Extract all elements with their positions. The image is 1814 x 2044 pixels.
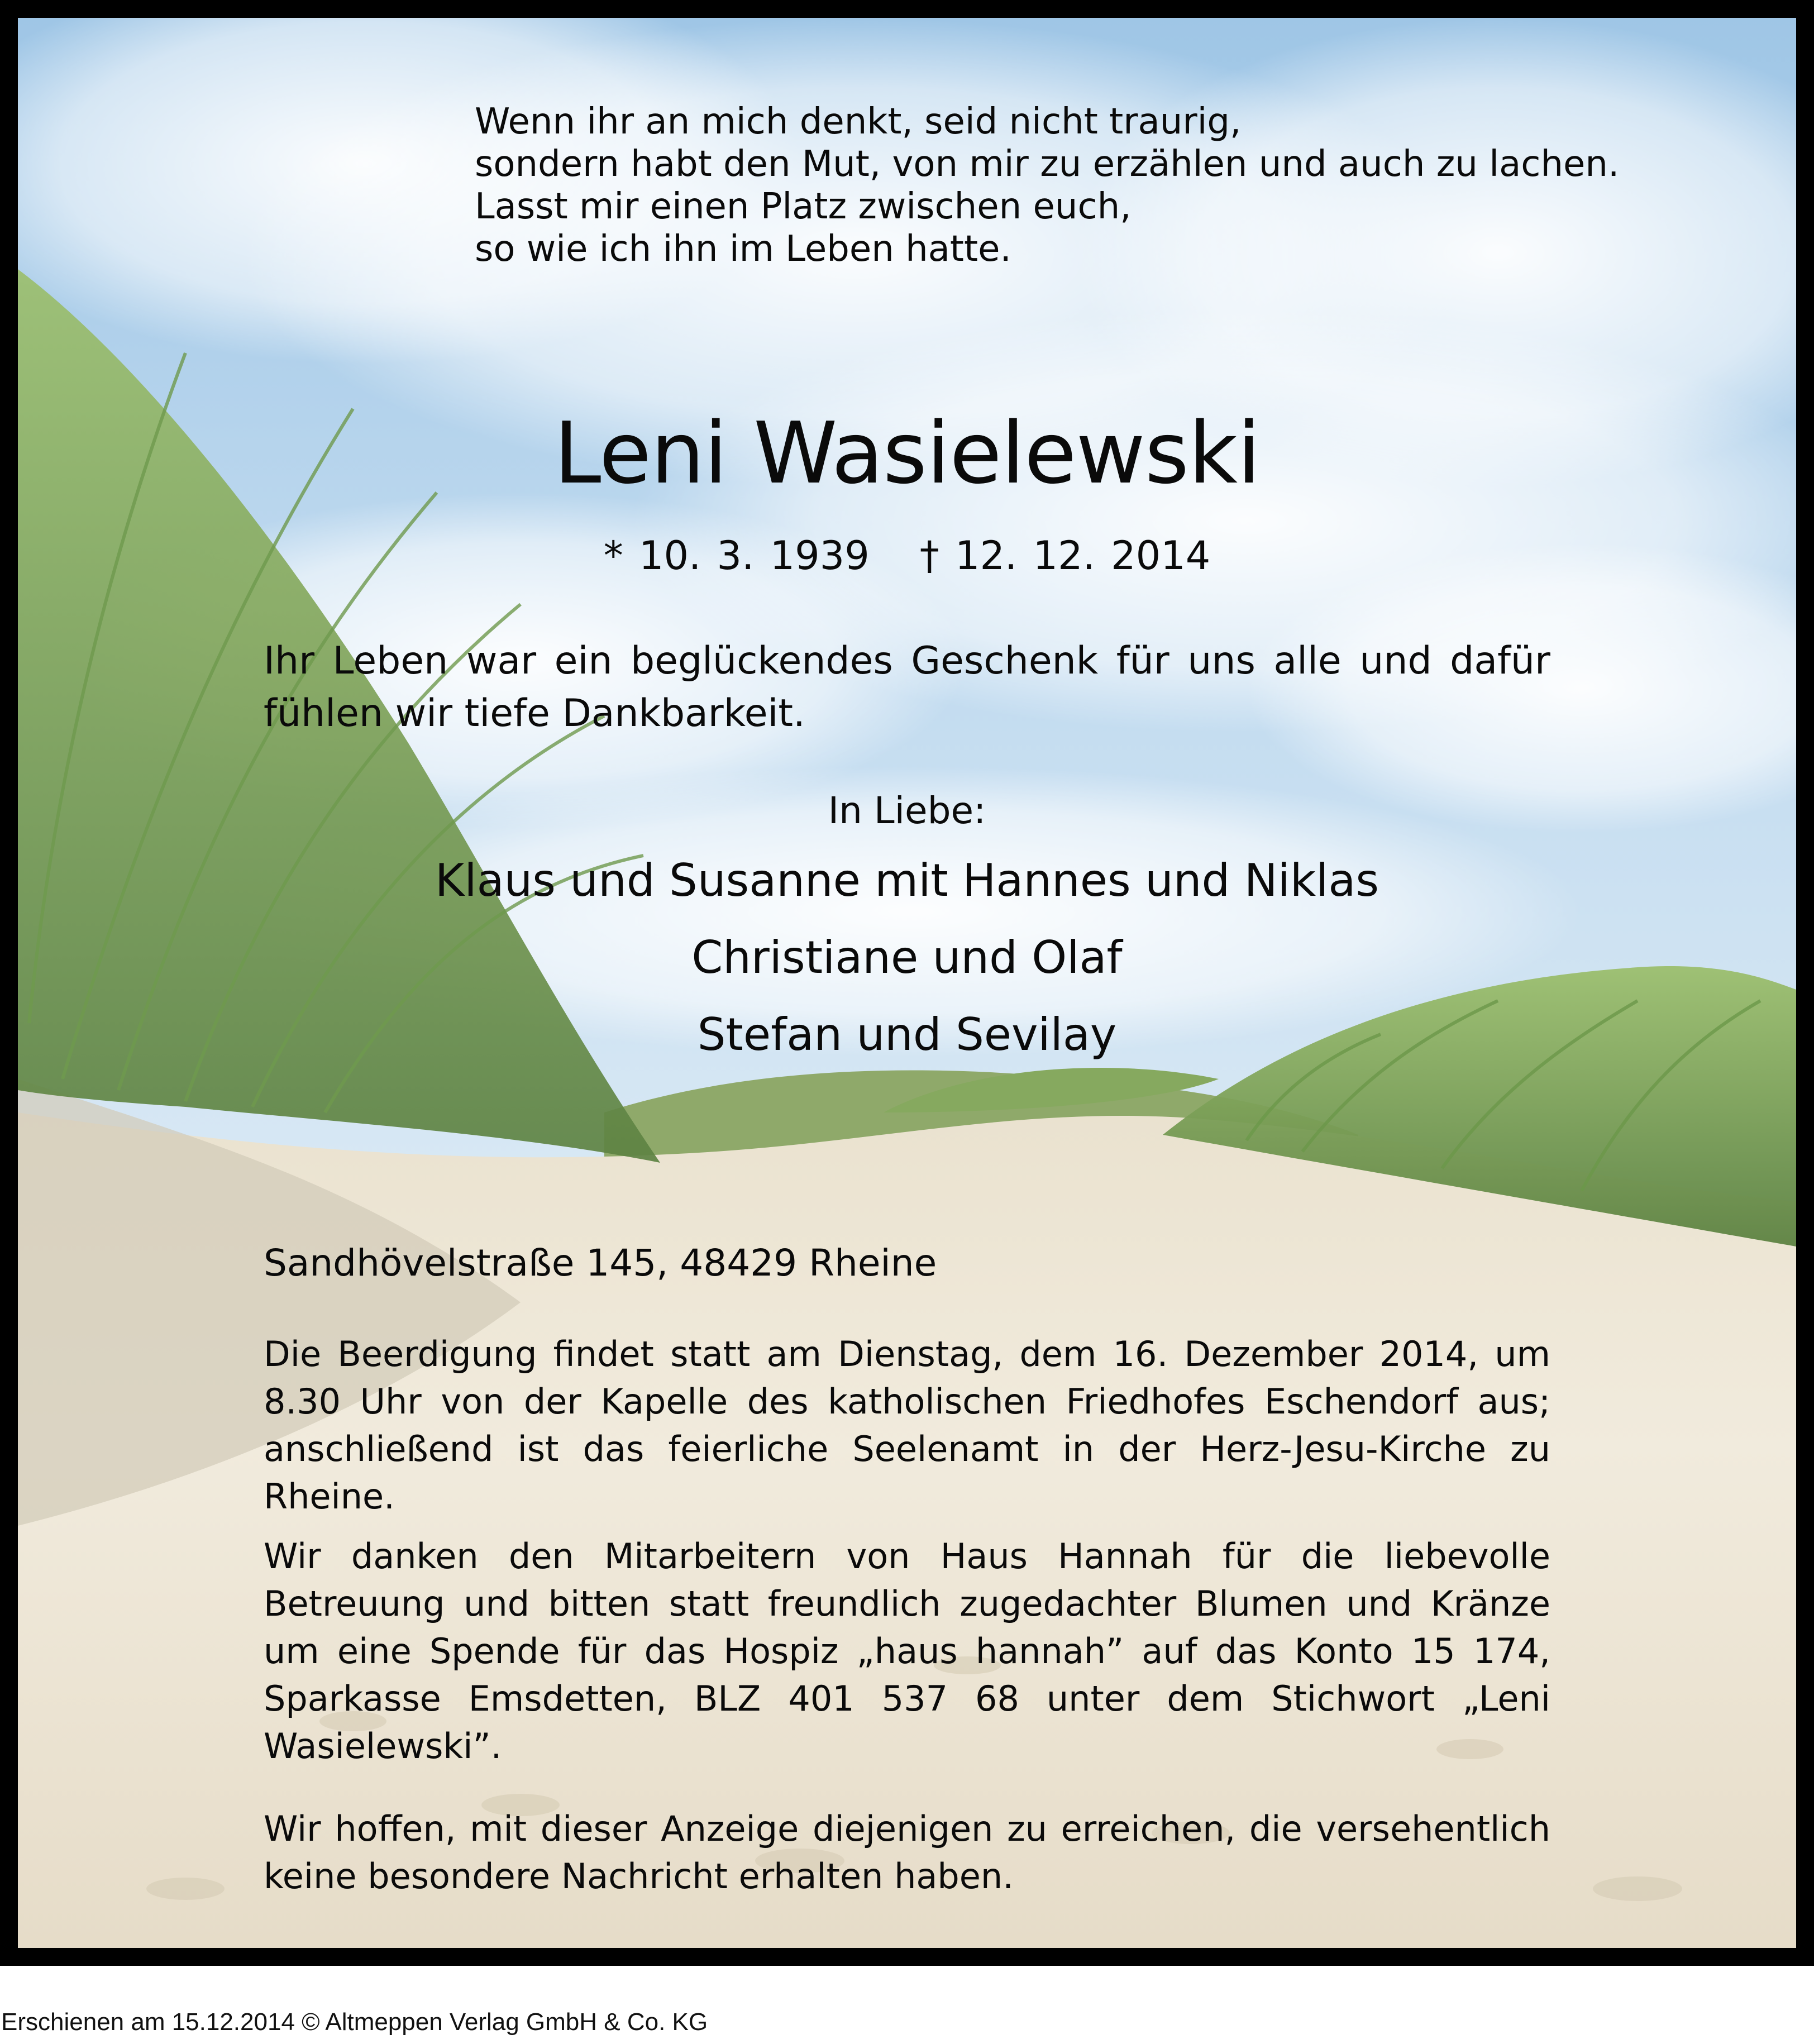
deceased-name: Leni Wasielewski	[553, 404, 1261, 503]
birth-date: * 10. 3. 1939	[603, 533, 870, 579]
donation-paragraph: Wir danken den Mitarbeitern von Haus Hannah für die liebevolle Betreuung und bitten statt freundlich zugedachter Blumen und Kränze um eine Spende für das Hospiz „haus hannah” auf das Konto 15 174, Sparkasse Emsdetten, BLZ 401 537 68 unter dem Stichwort „Leni Wasielewski”.	[264, 1536, 1550, 1766]
poem-line: Wenn ihr an mich denkt, seid nicht traurig,	[475, 101, 1242, 142]
family-line: Stefan und Sevilay	[697, 1009, 1117, 1061]
notice-paragraph: Wir hoffen, mit dieser Anzeige diejenigen zu erreichen, die versehentlich keine besondere Nachricht erhalten haben.	[264, 1808, 1550, 1897]
family-line: Christiane und Olaf	[691, 932, 1123, 983]
family-line: Klaus und Susanne mit Hannes und Niklas	[435, 854, 1379, 906]
thanks-text: Ihr Leben war ein beglückendes Geschenk für uns alle und dafür fühlen wir tiefe Dankbarkeit.	[264, 639, 1550, 736]
poem-line: so wie ich ihn im Leben hatte.	[475, 228, 1011, 270]
poem-line: Lasst mir einen Platz zwischen euch,	[475, 186, 1132, 227]
poem-line: sondern habt den Mut, von mir zu erzählen und auch zu lachen.	[475, 144, 1620, 185]
life-dates	[18, 531, 1796, 581]
poem	[475, 101, 1703, 270]
love-label: In Liebe:	[828, 789, 986, 832]
funeral-paragraph: Die Beerdigung findet statt am Dienstag, dem 16. Dezember 2014, um 8.30 Uhr von der Kapelle des katholischen Friedhofes Eschendorf aus; anschließend ist das feierliche Seelenamt in der Herz-Jesu-Kirche zu Rheine.	[264, 1334, 1550, 1517]
death-date: † 12. 12. 2014	[919, 533, 1211, 579]
address: Sandhövelstraße 145, 48429 Rheine	[264, 1241, 937, 1284]
publication-footer: Erschienen am 15.12.2014 © Altmeppen Verlag GmbH & Co. KG	[1, 2008, 708, 2036]
